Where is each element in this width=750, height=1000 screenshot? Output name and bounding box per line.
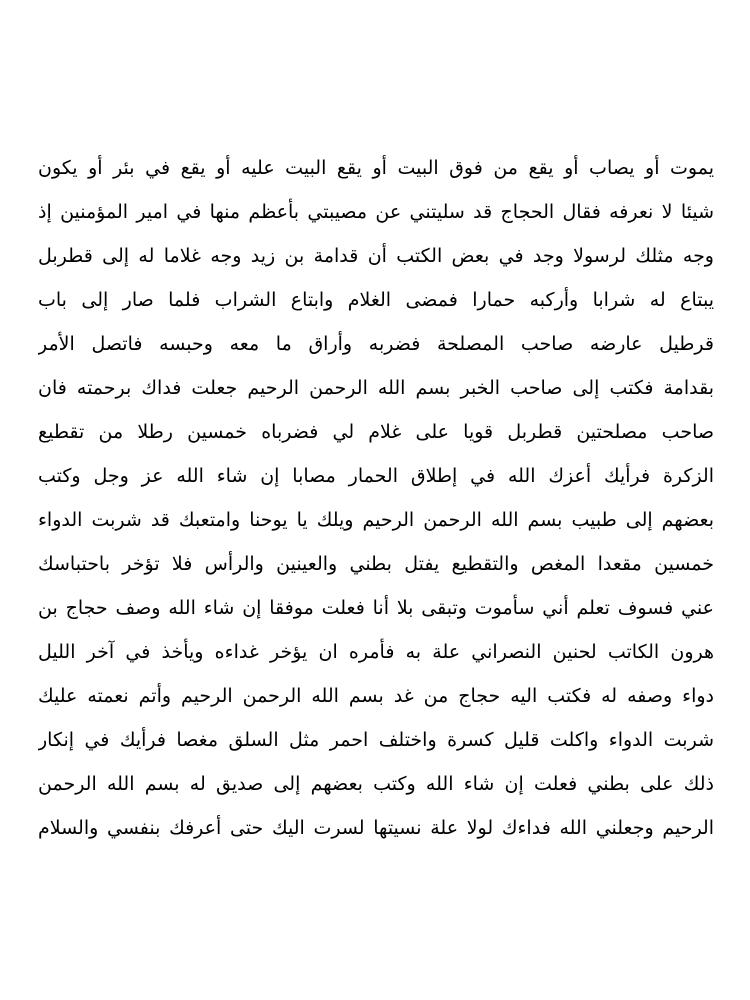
text-line-2: شيئا لا نعرفه فقال الحجاج قد سليتني عن مصيبتي بأعظم منها في امير المؤمنين إذ	[38, 201, 714, 223]
text-line-14: شربت الدواء واكلت قليل كسرة واختلف احمر مثل السلق مغصا فرأيك في إنكار	[38, 729, 714, 751]
text-line-16: الرحيم وجعلني الله فداءك لولا علة نسيتها لسرت اليك حتى أعرفك بنفسي والسلام	[38, 817, 714, 839]
text-line-11: عني فسوف تعلم أني سأموت وتبقى بلا أنا فعلت موفقا إن شاء الله وصف حجاج بن	[38, 597, 714, 619]
text-line-8: الزكرة فرأيك أعزك الله في إطلاق الحمار مصابا إن شاء الله عز وجل وكتب	[38, 465, 714, 487]
text-line-1: يموت أو يصاب أو يقع من فوق البيت أو يقع البيت عليه أو يقع في بئر أو يكون	[38, 157, 714, 179]
text-line-3: وجه مثلك لرسولا وجد في بعض الكتب أن قدامة بن زيد وجه غلاما له إلى قطربل	[38, 245, 714, 267]
text-line-4: يبتاع له شرابا وأركبه حمارا فمضى الغلام وابتاع الشراب فلما صار إلى باب	[38, 289, 714, 311]
text-line-5: قرطيل عارضه صاحب المصلحة فضربه وأراق ما معه وحبسه فاتصل الأمر	[38, 333, 714, 355]
document-page	[38, 146, 714, 850]
text-line-12: هرون الكاتب لحنين النصراني علة به فأمره ان يؤخر غداءه ويأخذ في آخر الليل	[38, 641, 714, 663]
text-line-9: بعضهم إلى طبيب بسم الله الرحمن الرحيم ويلك يا يوحنا وامتعبك قد شربت الدواء	[38, 509, 714, 531]
text-line-15: ذلك على بطني فعلت إن شاء الله وكتب بعضهم إلى صديق له بسم الله الرحمن	[38, 773, 714, 795]
text-line-10: خمسين مقعدا المغص والتقطيع يفتل بطني والعينين والرأس فلا تؤخر باحتباسك	[38, 553, 714, 575]
text-line-7: صاحب مصلحتين قطربل قويا على غلام لي فضرباه خمسين رطلا من تقطيع	[38, 421, 714, 443]
text-line-6: بقدامة فكتب إلى صاحب الخبر بسم الله الرحمن الرحيم جعلت فداك برحمته فان	[38, 377, 714, 399]
text-line-13: دواء وصفه له فكتب اليه حجاج من غد بسم الله الرحمن الرحيم وأتم نعمته عليك	[38, 685, 714, 707]
